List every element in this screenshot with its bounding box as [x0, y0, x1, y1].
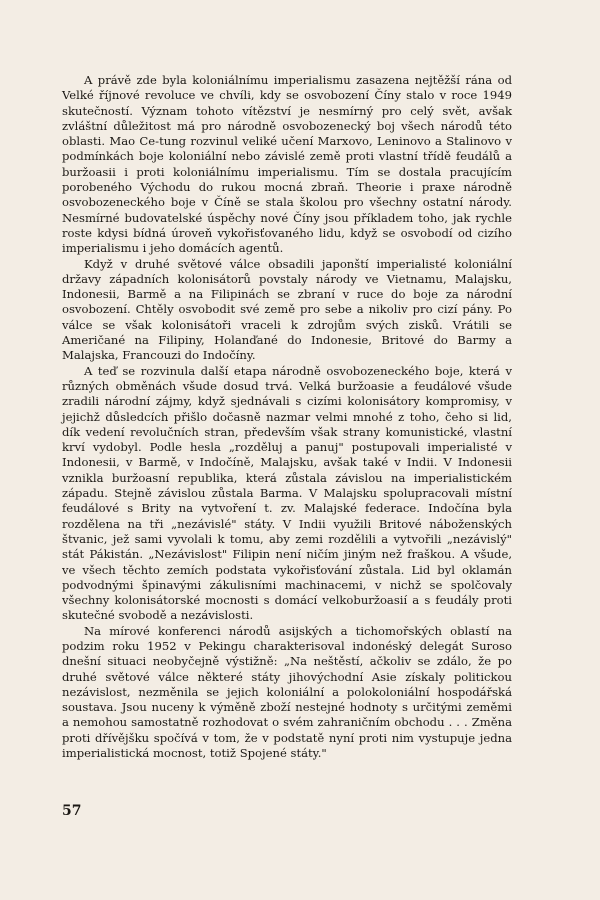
paragraph-3: A teď se rozvinula další etapa národně osvobozeneckého boje, která v různých obměnách všude dosud trvá. Velká buržoasie a feudálové všude zradili národní zájmy, když sjednávali s cizími kolonisátory kompromisy, v jejichž důsledcích přišlo dočasně nazmar velmi mnohé z toho, čeho si lid, dík vedení revolučních stran, především však strany komunistické, vlastní krví vydobyl. Podle hesla „rozděluj a panuj" postupovali imperialisté v Indonesii, v Barmě, v Indočíně, Malajsku, avšak také v Indii. V Indonesii vznikla buržoasní republika, která zůstala závislou na imperialistickém západu. Stejně závislou zůstala Barma. V Malajsku spolupracovali místní feudálové s Brity na vytvoření t. zv. Malajské federace. Indočína byla rozdělena na tři „nezávislé" státy. V Indii využili Britové náboženských štvanic, jež sami vyvolali k tomu, aby zemi rozdělili a vytvořili „nezávislý" stát Pákistán. „Nezávislost" Filipin není ničím jiným než fraškou. A všude, ve všech těchto zemích podstata vykořisťování zůstala. Lid byl oklamán podvodnými špinavými zákulisními machinacemi, v nichž se spolčovaly všechny kolonisátorské mocnosti s domácí velkoburžoasií a s feudály proti skutečné svobodě a nezávislosti.	[62, 363, 512, 623]
paragraph-4: Na mírové konferenci národů asijských a tichomořských oblastí na podzim roku 1952 v Pekingu charakterisoval indonéský delegát Suroso dnešní situaci neobyčejně výstižně: „Na neštěstí, ačkoliv se zdálo, že po druhé světové válce některé státy jihovýchodní Asie získaly politickou nezávislost, nezměnila se jejich koloniální a polokoloniální hospodářská soustava. Jsou nuceny k výměně zboží nestejné hodnoty s určitými zeměmi a nemohou samostatně rozhodovat o svém zahraničním obchodu . . . Změna proti dřívějšku spočívá v tom, že v podstatě nyní proti nim vystupuje jedna imperialistická mocnost, totiž Spojené státy."	[62, 623, 512, 761]
page-number: 57	[62, 803, 82, 819]
paragraph-1: A právě zde byla koloniálnímu imperialismu zasazena nejtěžší rána od Velké říjnové revoluce ve chvíli, kdy se osvobození Číny stalo v roce 1949 skutečností. Význam tohoto vítězství je nesmírný pro celý svět, avšak zvláštní důležitost má pro národně osvobozenecký boj všech národů této oblasti. Mao Ce-tung rozvinul veliké učení Marxovo, Leninovo a Stalinovo v podmínkách boje koloniální nebo závislé země proti vlastní třídě feudálů a buržoasii i proti koloniálnímu imperialismu. Tím se dostala pracujícím porobeného Východu do rukou mocná zbraň. Theorie i praxe národně osvobozeneckého boje v Číně se stala školou pro všechny ostatní národy. Nesmírné budovatelské úspěchy nové Číny jsou příkladem toho, jak rychle roste kdysi bídná úroveň vykořisťovaného lidu, když se osvobodí od cizího imperialismu i jeho domácích agentů.	[62, 73, 512, 256]
body-text	[62, 73, 512, 761]
paragraph-2: Když v druhé světové válce obsadili japonští imperialisté koloniální državy západních kolonisátorů povstaly národy ve Vietnamu, Malajsku, Indonesii, Barmě a na Filipinách se zbraní v ruce do boje za národní osvobození. Chtěly osvobodit své země pro sebe a nikoliv pro cizí pány. Po válce se však kolonisátoři vraceli k zdrojům svých zisků. Vrátili se Američané na Filipiny, Holanďané do Indonesie, Britové do Barmy a Malajska, Francouzi do Indočíny.	[62, 256, 512, 363]
